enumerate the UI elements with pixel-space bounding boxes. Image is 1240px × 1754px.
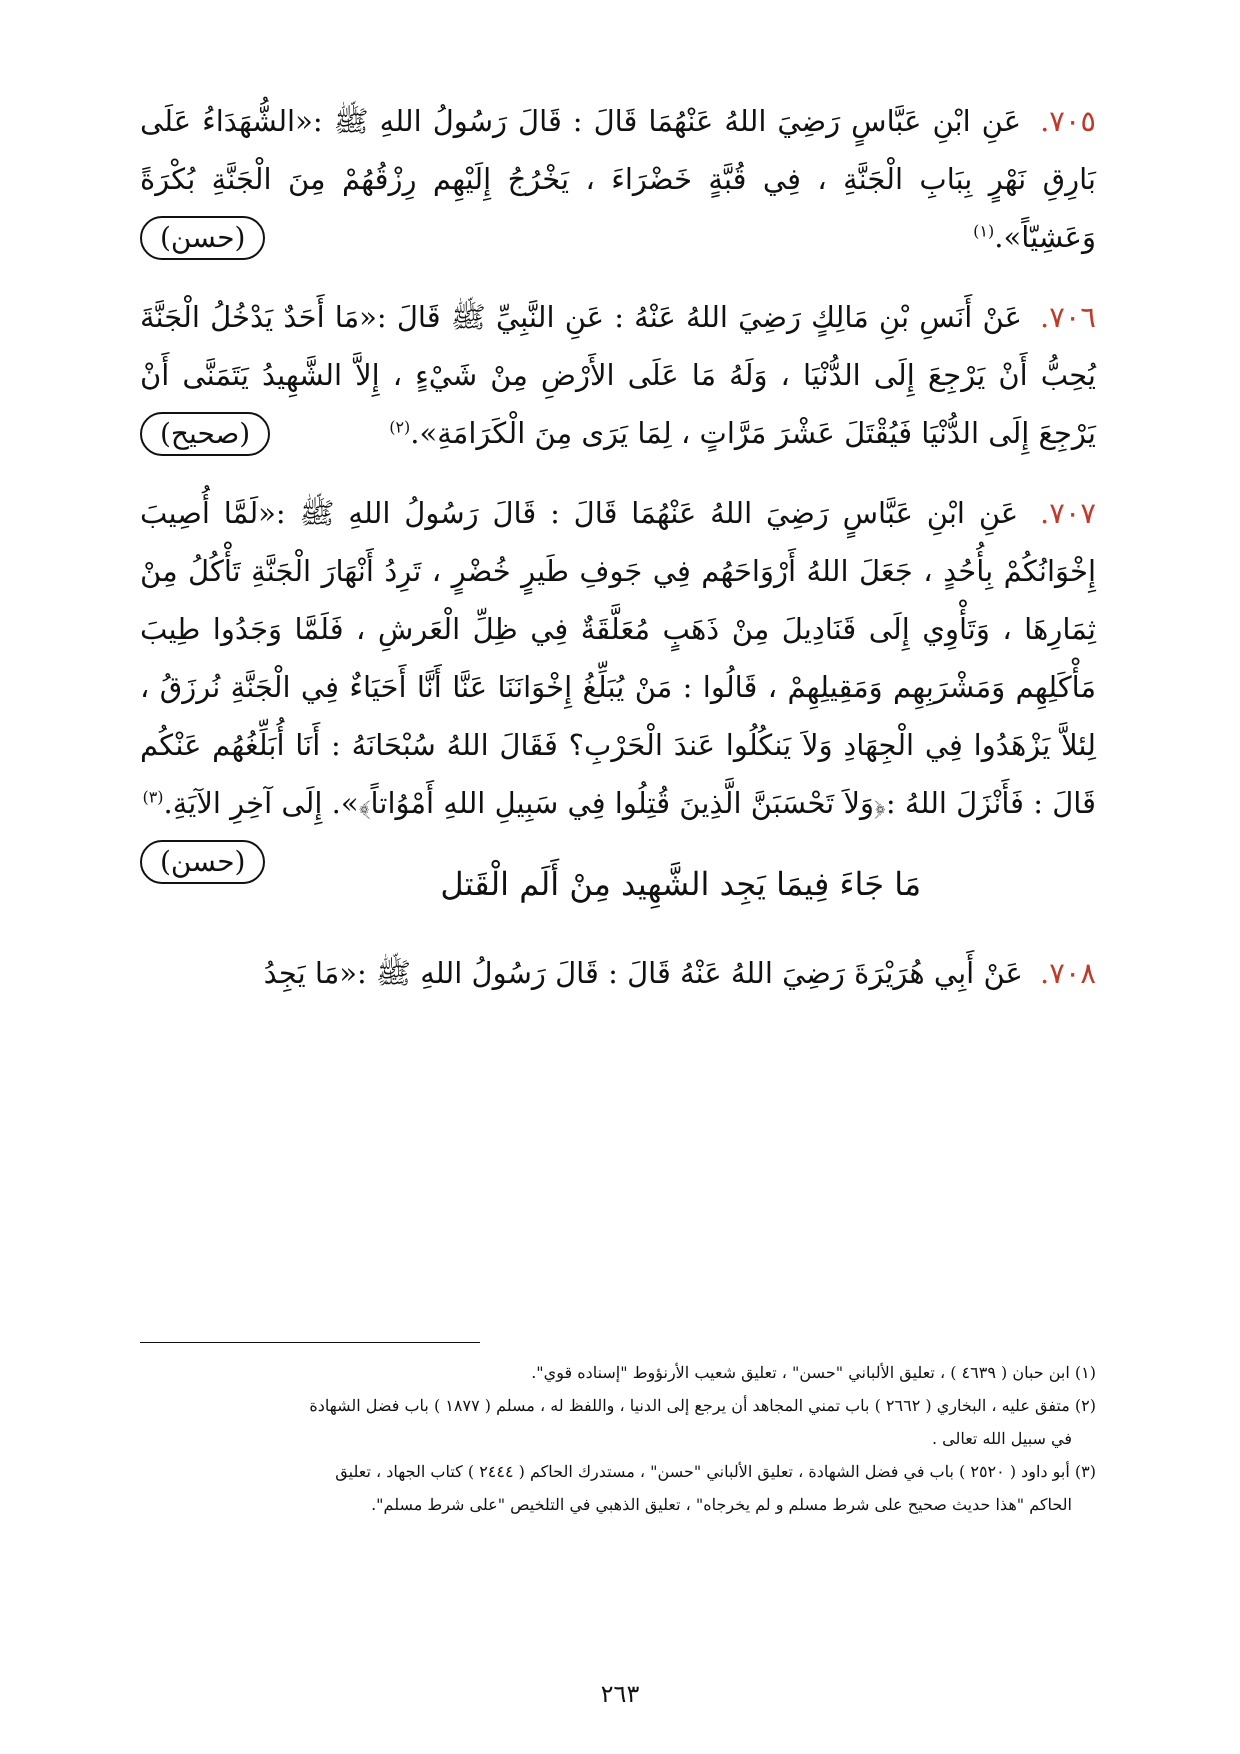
footnotes: [140, 1356, 1096, 1521]
hadith-number: ٧٠٥.: [1040, 104, 1097, 138]
grade-badge: (حسن): [140, 840, 265, 884]
footnote-text: (٣) أبو داود ( ٢٥٢٠ ) باب في فضل الشهادة ، تعليق الألباني "حسن" ، مستدرك الحاكم ( ٢٤٤٤ ) كتاب الجهاد ، تعليق: [335, 1462, 1096, 1481]
hadith-text: عَنْ أَنَسِ بْنِ مَالِكٍ رَضِيَ اللهُ عَنْهُ : عَنِ النَّبِيِّ ﷺ قَالَ :«مَا أَحَدٌ يَدْخُلُ الْجَنَّةَ يُحِبُّ أَنْ يَرْجِعَ إِلَى الدُّنْيَا ، وَلَهُ مَا عَلَى الأَرْضِ مِنْ شَيْءٍ ، إِلاَّ الشَّهِيدُ يَتَمَنَّى أَنْ يَرْجِعَ إِلَى الدُّنْيَا فَيُقْتَلَ عَشْرَ مَرَّاتٍ ، لِمَا يَرَى مِنَ الْكَرَامَةِ».: [140, 300, 1096, 450]
hadith-number: ٧٠٨.: [1040, 956, 1096, 990]
grade-badge: (صحيح): [140, 412, 270, 456]
footnote-ref[interactable]: (١): [973, 221, 995, 241]
grade-badge: (حسن): [140, 216, 265, 260]
section-heading: مَا جَاءَ فِيمَا يَجِد الشَّهِيد مِنْ أَلَم الْقَتل: [440, 865, 922, 903]
hadith-705: [140, 92, 1096, 266]
hadith-706: [140, 288, 1096, 462]
hadith-707: [140, 484, 1096, 878]
hadith-text: عَنْ أَبِي هُرَيْرَةَ رَضِيَ اللهُ عَنْهُ قَالَ : قَالَ رَسُولُ اللهِ ﷺ :«مَا يَجِدُ: [263, 956, 1023, 990]
hadith-text: عَنِ ابْنِ عَبَّاسٍ رَضِيَ اللهُ عَنْهُمَا قَالَ : قَالَ رَسُولُ اللهِ ﷺ :«الشُّهَدَاءُ عَلَى بَارِقِ نَهْرٍ بِبَابِ الْجَنَّةِ ، فِي قُبَّةٍ خَضْرَاءَ ، يَخْرُجُ إِلَيْهِم رِزْقُهُمْ مِنَ الْجَنَّةِ بُكْرَةً وَعَشِيّاً».: [140, 104, 1096, 254]
hadith-text: عَنِ ابْنِ عَبَّاسٍ رَضِيَ اللهُ عَنْهُمَا قَالَ : قَالَ رَسُولُ اللهِ ﷺ :«لَمَّا أُصِيبَ إِخْوَانُكُمْ بِأُحُدٍ ، جَعَلَ اللهُ أَرْوَاحَهُم فِي جَوفِ طَيرٍ خُضْرٍ ، تَرِدُ أَنْهَارَ الْجَنَّةِ تَأْكُلُ مِنْ ثِمَارِهَا ، وَتَأْوِي إِلَى قَنَادِيلَ مِنْ ذَهَبٍ مُعَلَّقَةٌ فِي ظِلِّ الْعَرشِ ، فَلَمَّا وَجَدُوا طِيبَ مَأْكَلِهِم وَمَشْرَبِهِم وَمَقِيلِهِمْ ، قَالُوا : مَنْ يُبَلِّغُ إِخْوَانَنَا عَنَّا أَنَّا أَحَيَاءٌ فِي الْجَنَّةِ نُرزَقُ ، لِئلاَّ يَزْهَدُوا فِي الْجِهَادِ وَلاَ يَنكُلُوا عَندَ الْحَرْبِ؟ فَقَالَ اللهُ سُبْحَانَهُ : أَنَا أُبَلِّغُهُم عَنْكُم قَالَ : فَأَنْزَلَ اللهُ :﴿وَلاَ تَحْسَبَنَّ الَّذِينَ قُتِلُوا فِي سَبِيلِ اللهِ أَمْوُاتاً﴾». إِلَى آخِرِ الآيَةِ.: [140, 496, 1096, 820]
footnote-3: [140, 1455, 1096, 1521]
footnote-ref[interactable]: (٣): [142, 787, 164, 807]
hadith-number: ٧٠٦.: [1040, 300, 1096, 334]
footnote-text: (١) ابن حبان ( ٤٦٣٩ ) ، تعليق الألباني "حسن" ، تعليق شعيب الأرنؤوط "إسناده قوي".: [531, 1363, 1096, 1382]
page-number: ٢٦٣: [600, 1680, 640, 1708]
main-text: [140, 92, 1096, 1024]
footnote-ref[interactable]: (٢): [389, 417, 411, 437]
hadith-708: [140, 944, 1096, 1002]
footnote-continuation: في سبيل الله تعالى .: [931, 1429, 1072, 1448]
footnote-divider: [140, 1342, 480, 1343]
footnote-2: [140, 1389, 1096, 1455]
footnote-text: (٢) متفق عليه ، البخاري ( ٢٦٦٢ ) باب تمني المجاهد أن يرجع إلى الدنيا ، واللفظ له ، مسلم ( ١٨٧٧ ) باب فضل الشهادة: [309, 1396, 1096, 1415]
footnote-1: [140, 1356, 1096, 1389]
hadith-number: ٧٠٧.: [1040, 496, 1096, 530]
footnote-continuation: الحاكم "هذا حديث صحيح على شرط مسلم و لم يخرجاه" ، تعليق الذهبي في التلخيص "على شرط مسلم".: [371, 1495, 1072, 1514]
